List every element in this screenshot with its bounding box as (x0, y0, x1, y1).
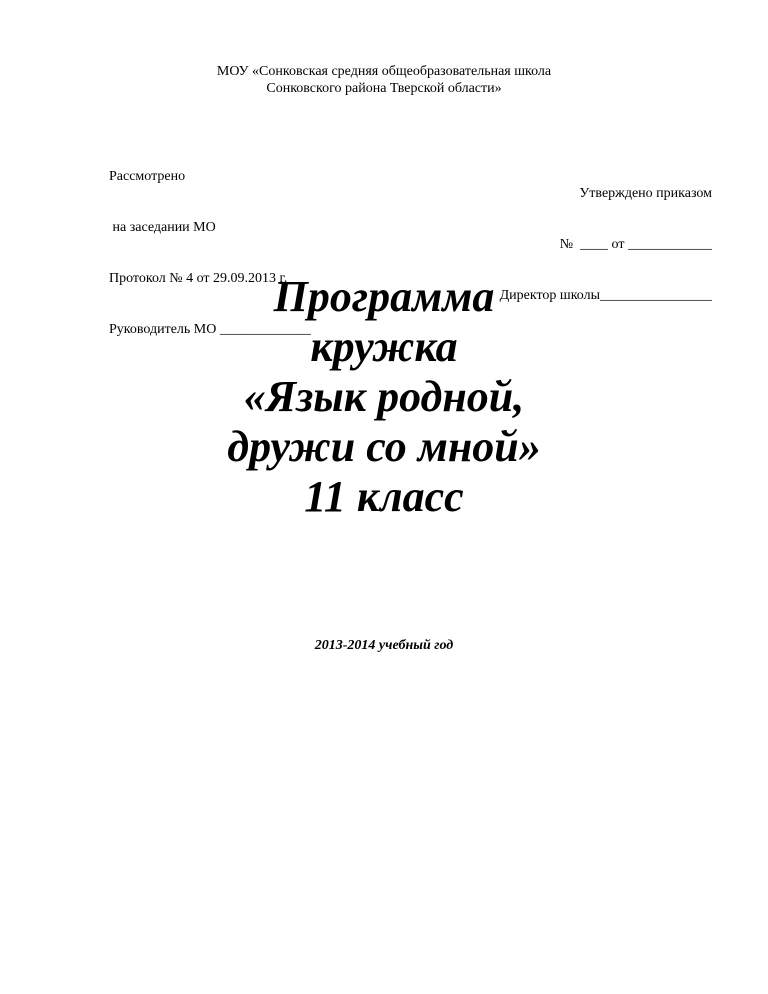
review-protocol: Протокол № 4 от 29.09.2013 г. (109, 271, 288, 286)
school-header-line-2: Сонковского района Тверской области» (266, 81, 502, 96)
approval-order-number: № ____ от ____________ (559, 237, 712, 252)
title-line-1: Программа (273, 272, 495, 321)
title-line-2: кружка (310, 322, 458, 371)
school-header (0, 63, 768, 97)
approval-status: Утверждено приказом (579, 186, 712, 201)
approval-director-signature: Директор школы________________ (499, 288, 712, 303)
review-head-signature: Руководитель МО _____________ (109, 322, 311, 337)
title-line-3: «Язык родной, (243, 372, 525, 421)
academic-year: 2013-2014 учебный год (314, 638, 454, 653)
review-status: Рассмотрено (109, 169, 186, 184)
school-header-line-1: МОУ «Сонковская средняя общеобразовательная школа (216, 64, 552, 79)
title-line-4: дружи со мной» (227, 422, 541, 471)
review-meeting: на заседании МО (109, 220, 216, 235)
program-title (0, 272, 768, 522)
title-line-5: 11 класс (304, 472, 464, 521)
